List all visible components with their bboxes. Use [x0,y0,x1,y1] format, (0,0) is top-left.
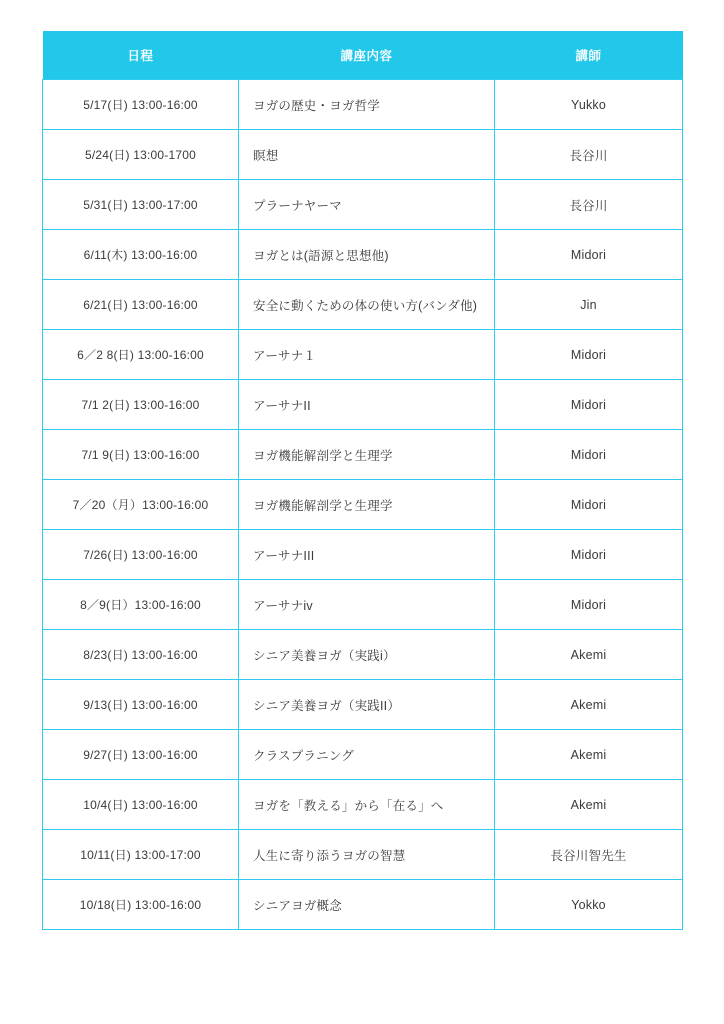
cell-content: シニア美養ヨガ（実践i） [239,630,495,680]
table-row [43,730,683,780]
cell-teacher: Midori [495,380,683,430]
table-body [43,80,683,930]
table-row [43,280,683,330]
cell-date: 5/31(日) 13:00-17:00 [43,180,239,230]
cell-content: シニアヨガ概念 [239,880,495,930]
cell-teacher: Midori [495,230,683,280]
column-header-date: 日程 [43,31,239,80]
cell-content: ヨガとは(語源と思想他) [239,230,495,280]
cell-content: ヨガ機能解剖学と生理学 [239,430,495,480]
cell-teacher: Jin [495,280,683,330]
column-header-content: 講座内容 [239,31,495,80]
cell-date: 9/13(日) 13:00-16:00 [43,680,239,730]
cell-content: 瞑想 [239,130,495,180]
cell-date: 10/4(日) 13:00-16:00 [43,780,239,830]
cell-content: ヨガを「教える」から「在る」へ [239,780,495,830]
cell-date: 10/18(日) 13:00-16:00 [43,880,239,930]
table-row [43,380,683,430]
table-row [43,680,683,730]
cell-content: アーサナ１ [239,330,495,380]
cell-teacher: Midori [495,580,683,630]
table-row [43,230,683,280]
cell-teacher: Midori [495,330,683,380]
cell-teacher: Akemi [495,680,683,730]
table-row [43,180,683,230]
cell-date: 5/17(日) 13:00-16:00 [43,80,239,130]
cell-teacher: Midori [495,480,683,530]
table-row [43,880,683,930]
cell-content: シニア美養ヨガ（実践II） [239,680,495,730]
cell-date: 6／2 8(日) 13:00-16:00 [43,330,239,380]
table-row [43,130,683,180]
table-row [43,580,683,630]
table-row [43,830,683,880]
table-row [43,330,683,380]
table-header [43,31,683,80]
cell-content: ヨガ機能解剖学と生理学 [239,480,495,530]
cell-date: 9/27(日) 13:00-16:00 [43,730,239,780]
cell-date: 7/1 2(日) 13:00-16:00 [43,380,239,430]
cell-teacher: 長谷川智先生 [495,830,683,880]
cell-teacher: 長谷川 [495,130,683,180]
cell-date: 6/11(木) 13:00-16:00 [43,230,239,280]
cell-teacher: Akemi [495,730,683,780]
schedule-table [42,31,683,930]
cell-teacher: 長谷川 [495,180,683,230]
cell-date: 7/26(日) 13:00-16:00 [43,530,239,580]
cell-date: 8／9(日）13:00-16:00 [43,580,239,630]
cell-date: 10/11(日) 13:00-17:00 [43,830,239,880]
table-row [43,80,683,130]
cell-teacher: Akemi [495,780,683,830]
table-row [43,530,683,580]
table-row [43,480,683,530]
cell-content: クラスプラニング [239,730,495,780]
table-header-row [43,31,683,80]
column-header-teacher: 講師 [495,31,683,80]
cell-content: 安全に動くための体の使い方(バンダ他) [239,280,495,330]
table-row [43,630,683,680]
cell-teacher: Akemi [495,630,683,680]
cell-teacher: Yokko [495,880,683,930]
cell-content: 人生に寄り添うヨガの智慧 [239,830,495,880]
schedule-table-wrapper [42,31,682,930]
cell-content: ヨガの歴史・ヨガ哲学 [239,80,495,130]
cell-date: 7／20（月）13:00-16:00 [43,480,239,530]
cell-date: 8/23(日) 13:00-16:00 [43,630,239,680]
cell-date: 5/24(日) 13:00-1700 [43,130,239,180]
cell-date: 6/21(日) 13:00-16:00 [43,280,239,330]
table-row [43,430,683,480]
cell-teacher: Midori [495,430,683,480]
cell-content: アーサナIII [239,530,495,580]
table-row [43,780,683,830]
cell-content: アーサナII [239,380,495,430]
cell-teacher: Midori [495,530,683,580]
cell-content: プラーナヤーマ [239,180,495,230]
cell-teacher: Yukko [495,80,683,130]
cell-content: アーサナiv [239,580,495,630]
cell-date: 7/1 9(日) 13:00-16:00 [43,430,239,480]
